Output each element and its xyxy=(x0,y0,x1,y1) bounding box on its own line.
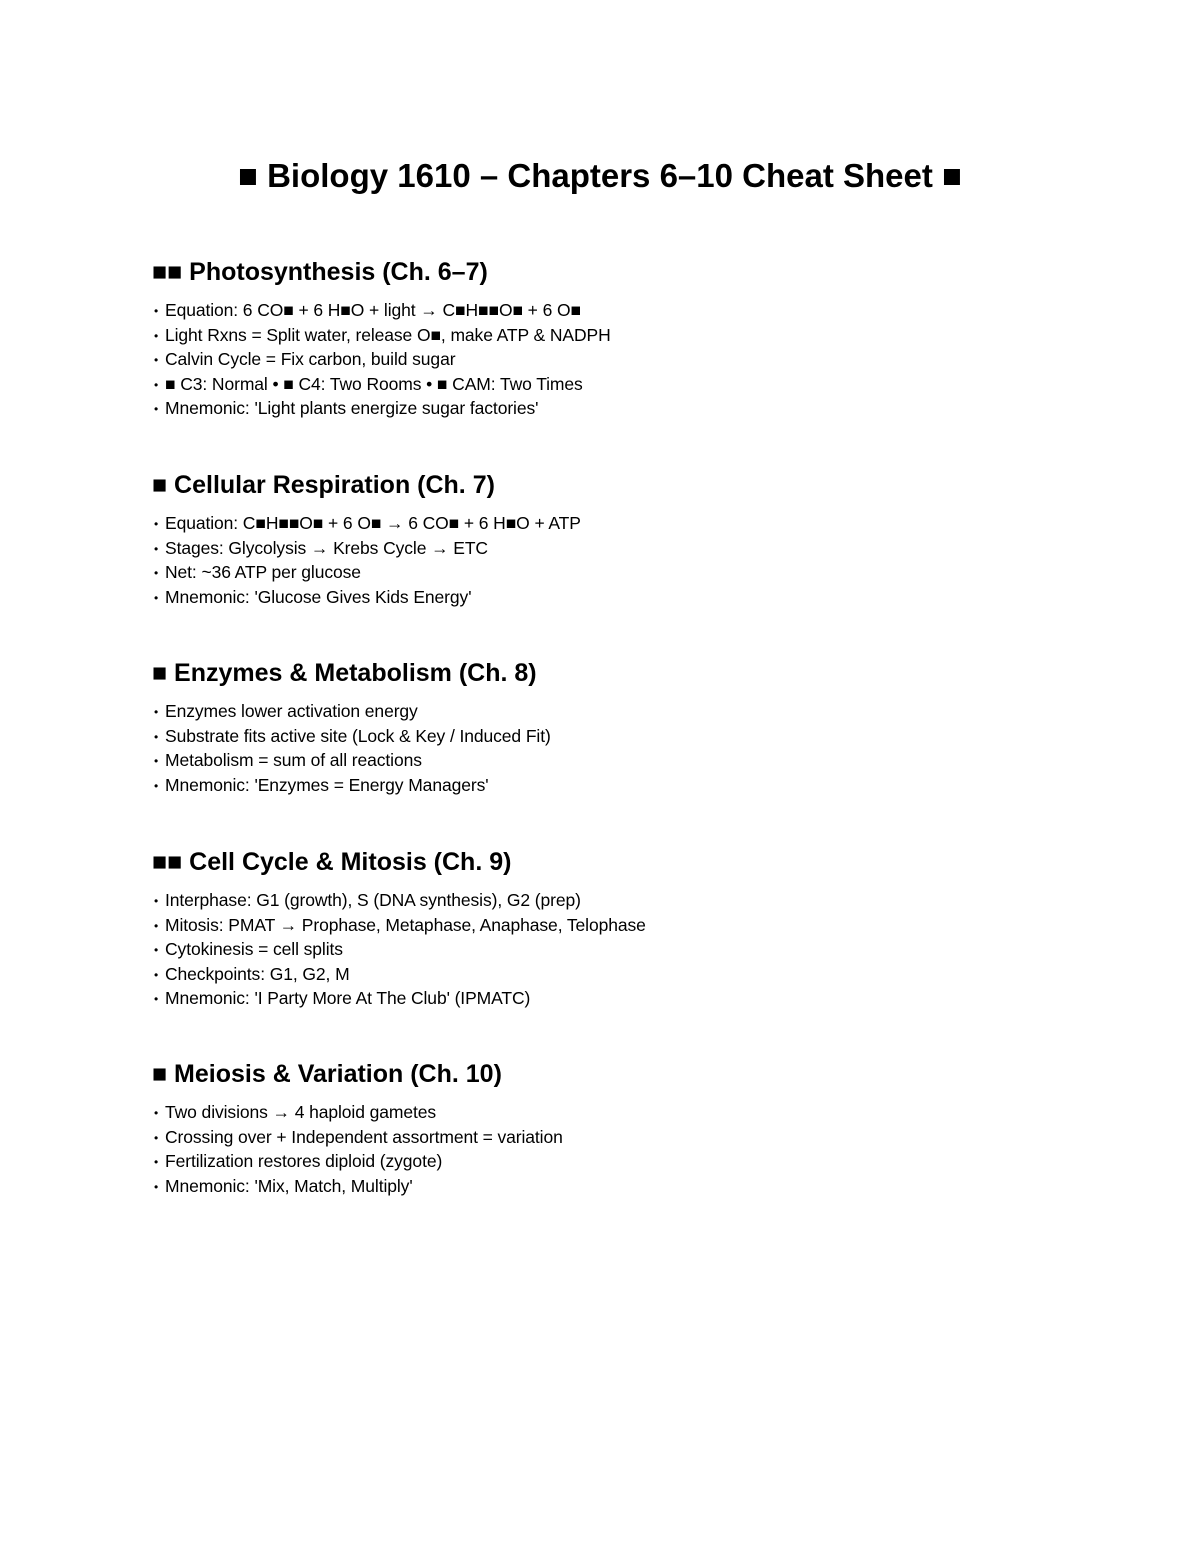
section-cell-cycle-mitosis xyxy=(152,845,1152,1012)
list-item xyxy=(154,749,1152,774)
list-item-text: Fertilization restores diploid (zygote) xyxy=(165,1151,443,1172)
list-item-text: Enzymes lower activation energy xyxy=(165,701,418,721)
bullet-icon: • xyxy=(154,1179,159,1194)
list-item-text: Mnemonic: 'Enzymes = Energy Managers' xyxy=(165,774,489,795)
list-item xyxy=(154,512,1152,537)
bullet-icon: • xyxy=(154,566,159,581)
page-title: ■ Biology 1610 – Chapters 6–10 Cheat Sheet ■ xyxy=(238,157,962,194)
bullet-icon: • xyxy=(154,918,159,933)
list-item-text: Checkpoints: G1, G2, M xyxy=(165,963,350,984)
bullet-list xyxy=(152,700,1152,798)
section-enzymes-metabolism xyxy=(152,656,1152,798)
section-photosynthesis xyxy=(152,255,1152,422)
list-item-text: Crossing over + Independent assortment = variation xyxy=(165,1126,563,1147)
list-item xyxy=(154,1175,1152,1200)
bullet-icon: • xyxy=(154,967,159,982)
bullet-icon: • xyxy=(154,729,159,744)
list-item-text: Equation: C■H■■O■ + 6 O■ → 6 CO■ + 6 H■O + ATP xyxy=(165,513,581,533)
section-heading: ■ Meiosis & Variation (Ch. 10) xyxy=(152,1060,502,1088)
bullet-icon: • xyxy=(154,517,159,531)
list-item xyxy=(154,963,1152,988)
section-heading: ■■ Cell Cycle & Mitosis (Ch. 9) xyxy=(152,848,512,876)
list-item-text: Metabolism = sum of all reactions xyxy=(165,750,422,771)
list-item xyxy=(154,1126,1152,1151)
bullet-list xyxy=(152,512,1152,610)
bullet-icon: • xyxy=(154,1130,159,1145)
bullet-icon: • xyxy=(154,402,159,417)
section-heading: ■■ Photosynthesis (Ch. 6–7) xyxy=(152,258,488,286)
bullet-icon: • xyxy=(154,590,159,605)
list-item xyxy=(154,348,1152,373)
list-item xyxy=(154,397,1152,422)
list-item-text: ■ C3: Normal • ■ C4: Two Rooms • ■ CAM: Two Times xyxy=(165,373,583,394)
bullet-list xyxy=(152,299,1152,422)
bullet-list xyxy=(152,1101,1152,1199)
section-cellular-respiration xyxy=(152,468,1152,610)
bullet-icon: • xyxy=(154,705,159,719)
list-item-text: Equation: 6 CO■ + 6 H■O + light → C■H■■O■ + 6 O■ xyxy=(165,300,581,320)
list-item-text: Calvin Cycle = Fix carbon, build sugar xyxy=(165,349,456,370)
bullet-icon: • xyxy=(154,328,159,343)
list-item-text: Mnemonic: 'Light plants energize sugar factories' xyxy=(165,398,539,419)
bullet-icon: • xyxy=(154,778,159,793)
bullet-icon: • xyxy=(154,353,159,368)
list-item xyxy=(154,1101,1152,1126)
list-item xyxy=(154,373,1152,398)
list-item-text: Mnemonic: 'I Party More At The Club' (IPMATC) xyxy=(165,988,531,1009)
list-item xyxy=(154,700,1152,725)
list-item xyxy=(154,987,1152,1012)
bullet-icon: • xyxy=(154,1155,159,1170)
list-item-text: Substrate fits active site (Lock & Key / Induced Fit) xyxy=(165,725,551,746)
bullet-icon: • xyxy=(154,304,159,318)
bullet-icon: • xyxy=(154,541,159,556)
bullet-icon: • xyxy=(154,377,159,392)
section-heading: ■ Enzymes & Metabolism (Ch. 8) xyxy=(152,659,537,687)
list-item-text: Net: ~36 ATP per glucose xyxy=(165,562,361,583)
list-item xyxy=(154,725,1152,750)
list-item-text: Mnemonic: 'Mix, Match, Multiply' xyxy=(165,1175,413,1196)
list-item-text: Two divisions → 4 haploid gametes xyxy=(165,1102,437,1122)
list-item-text: Light Rxns = Split water, release O■, make ATP & NADPH xyxy=(165,324,611,345)
list-item-text: Cytokinesis = cell splits xyxy=(165,939,343,960)
list-item xyxy=(154,324,1152,349)
list-item-text: Mnemonic: 'Glucose Gives Kids Energy' xyxy=(165,586,472,607)
list-item xyxy=(154,586,1152,611)
bullet-icon: • xyxy=(154,992,159,1007)
list-item xyxy=(154,914,1152,939)
section-meiosis-variation xyxy=(152,1057,1152,1199)
bullet-icon: • xyxy=(154,943,159,958)
list-item xyxy=(154,299,1152,324)
bullet-icon: • xyxy=(154,754,159,769)
bullet-icon: • xyxy=(154,1106,159,1120)
list-item xyxy=(154,938,1152,963)
list-item-text: Mitosis: PMAT → Prophase, Metaphase, Anaphase, Telophase xyxy=(165,914,646,935)
list-item-text: Interphase: G1 (growth), S (DNA synthesis), G2 (prep) xyxy=(165,890,581,910)
list-item xyxy=(154,774,1152,799)
bullet-list xyxy=(152,889,1152,1012)
list-item xyxy=(154,537,1152,562)
list-item-text: Stages: Glycolysis → Krebs Cycle → ETC xyxy=(165,537,488,558)
list-item xyxy=(154,1150,1152,1175)
list-item xyxy=(154,561,1152,586)
bullet-icon: • xyxy=(154,894,159,908)
section-heading: ■ Cellular Respiration (Ch. 7) xyxy=(152,471,495,499)
list-item xyxy=(154,889,1152,914)
